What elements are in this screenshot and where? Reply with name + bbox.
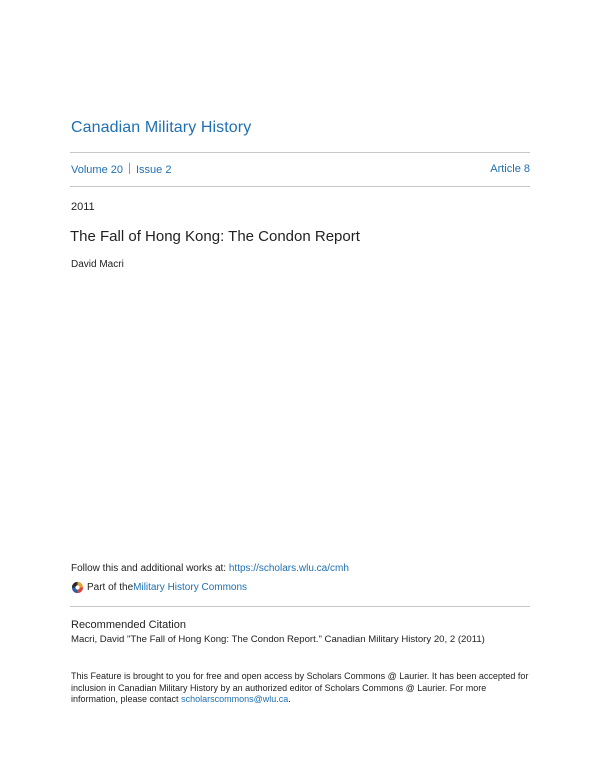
notice-end: . — [288, 694, 291, 704]
publication-year: 2011 — [71, 201, 95, 213]
divider — [70, 606, 530, 607]
divider — [70, 186, 530, 187]
contact-email-link[interactable]: scholarscommons@wlu.ca — [181, 694, 289, 704]
volume-issue — [71, 163, 171, 176]
collection-url-link[interactable]: https://scholars.wlu.ca/cmh — [228, 563, 349, 574]
part-of-label: Part of the — [87, 581, 134, 593]
network-icon — [71, 581, 84, 594]
access-notice — [71, 671, 531, 706]
author-name: David Macri — [71, 259, 124, 270]
follow-label: Follow this and additional works at: — [71, 563, 229, 574]
separator — [129, 163, 130, 174]
issue-info-row — [71, 163, 530, 177]
volume-link[interactable]: Volume 20 — [71, 164, 123, 176]
article-title: The Fall of Hong Kong: The Condon Report — [70, 228, 360, 245]
article-number-link[interactable]: Article 8 — [490, 163, 530, 175]
journal-title-link[interactable]: Canadian Military History — [71, 119, 252, 136]
follow-line — [71, 563, 349, 574]
citation-text: Macri, David "The Fall of Hong Kong: The Condon Report." Canadian Military History 20, 2 (2011) — [71, 634, 485, 645]
discipline-commons-link[interactable]: Military History Commons — [133, 581, 248, 593]
part-of-line — [71, 579, 247, 595]
notice-text: This Feature is brought to you for free and open access by Scholars Commons @ Laurier. It has been accepted for inclusion in Canadian Military History by an authorized editor of Scholars Commons @ Laurier. For more information, please contact — [71, 671, 529, 704]
citation-heading: Recommended Citation — [71, 619, 186, 631]
divider — [70, 152, 530, 153]
issue-link[interactable]: Issue 2 — [135, 164, 172, 176]
